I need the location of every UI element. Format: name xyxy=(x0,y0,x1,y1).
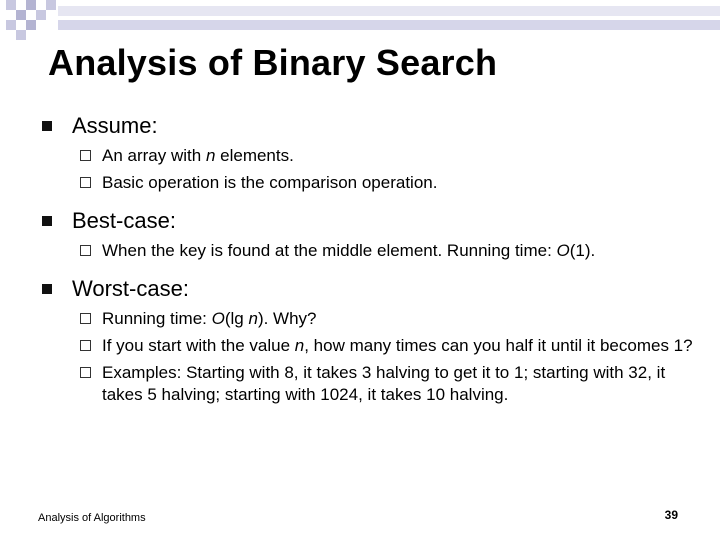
hollow-box-bullet-icon xyxy=(80,245,91,256)
slide-content xyxy=(40,108,700,406)
square-bullet-icon xyxy=(42,216,52,226)
section-worst-case xyxy=(40,276,700,302)
section-heading: Worst-case: xyxy=(72,276,189,301)
banner-stripe xyxy=(58,20,720,30)
section-assume xyxy=(40,113,700,139)
list-item: If you start with the value n, how many times can you half it until it becomes 1? xyxy=(40,335,700,357)
top-banner xyxy=(0,0,720,44)
assume-items xyxy=(40,145,700,194)
hollow-box-bullet-icon xyxy=(80,367,91,378)
page-number: 39 xyxy=(664,508,678,522)
worst-case-items xyxy=(40,308,700,406)
banner-stripe xyxy=(58,6,720,16)
hollow-box-bullet-icon xyxy=(80,340,91,351)
slide-title: Analysis of Binary Search xyxy=(48,42,498,83)
list-item: Basic operation is the comparison operation. xyxy=(40,172,700,194)
square-bullet-icon xyxy=(42,284,52,294)
section-heading: Assume: xyxy=(72,113,158,138)
hollow-box-bullet-icon xyxy=(80,313,91,324)
hollow-box-bullet-icon xyxy=(80,150,91,161)
footer-course-title: Analysis of Algorithms xyxy=(38,512,146,524)
square-bullet-icon xyxy=(42,121,52,131)
hollow-box-bullet-icon xyxy=(80,177,91,188)
list-item: When the key is found at the middle element. Running time: O(1). xyxy=(40,240,700,262)
list-item: Examples: Starting with 8, it takes 3 halving to get it to 1; starting with 32, it takes 5 halving; starting with 1024, it takes 10 halving. xyxy=(40,362,700,406)
section-best-case xyxy=(40,208,700,234)
best-case-items xyxy=(40,240,700,262)
list-item: An array with n elements. xyxy=(40,145,700,167)
list-item: Running time: O(lg n). Why? xyxy=(40,308,700,330)
section-heading: Best-case: xyxy=(72,208,176,233)
